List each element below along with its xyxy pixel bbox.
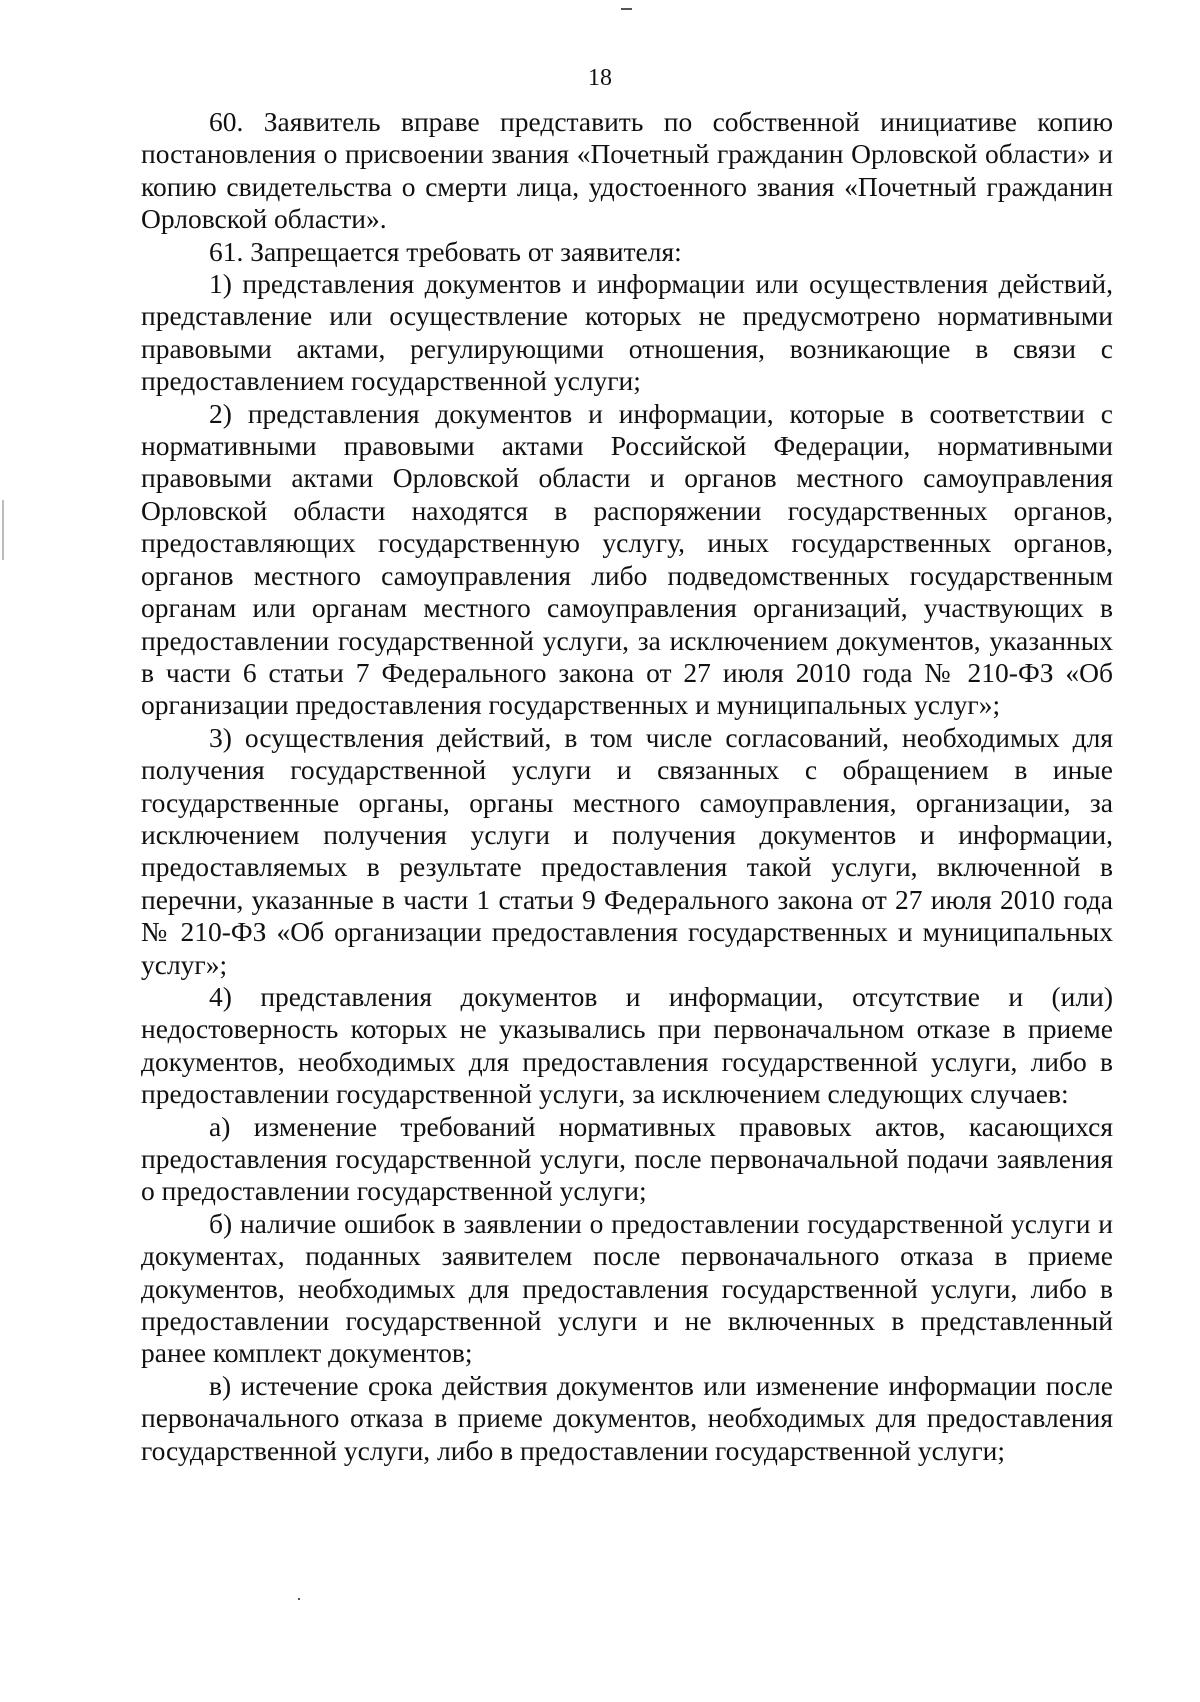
list-item-4: 4) представления документов и информации, отсутствие и (или) недостоверность которых не указывались при первоначальном отказе в приеме документов, необходимых для предоставления государственной услуги, либо в предоставлении государственной услуги, за исключением следующих случаев: <box>141 980 1113 1110</box>
sub-item-a: а) изменение требований нормативных правовых актов, касающихся предоставления государственной услуги, после первоначальной подачи заявления о предоставлении государственной услуги; <box>141 1110 1113 1207</box>
scan-artifact <box>621 8 632 10</box>
scan-artifact <box>2 500 4 560</box>
list-item-2: 2) представления документов и информации, которые в соответствии с нормативными правовыми актами Российской Федерации, нормативными правовыми актами Орловской области и органов местного самоуправления Орловской области находятся в распоряжении государственных органов, предоставляющих государственную услугу, иных государственных органов, органов местного самоуправления либо подведомственных государственным органам или органам местного самоуправления организаций, участвующих в предоставлении государственной услуги, за исключением документов, указанных в части 6 статьи 7 Федерального закона от 27 июля 2010 года № 210-ФЗ «Об организации предоставления государственных и муниципальных услуг»; <box>141 397 1113 721</box>
scan-artifact <box>298 1598 300 1600</box>
paragraph-60: 60. Заявитель вправе представить по собственной инициативе копию постановления о присвоении звания «Почетный гражданин Орловской области» и копию свидетельства о смерти лица, удостоенного звания «Почетный гражданин Орловской области». <box>141 106 1113 235</box>
paragraph-61: 61. Запрещается требовать от заявителя: <box>209 235 682 267</box>
list-item-3: 3) осуществления действий, в том числе согласований, необходимых для получения государственной услуги и связанных с обращением в иные государственные органы, органы местного самоуправления, организации, за исключением получения услуги и получения документов и информации, предоставляемых в результате предоставления такой услуги, включенной в перечни, указанные в части 1 статьи 9 Федерального закона от 27 июля 2010 года № 210-ФЗ «Об организации предоставления государственных и муниципальных услуг»; <box>141 721 1113 980</box>
list-item-1: 1) представления документов и информации или осуществления действий, представление или осуществление которых не предусмотрено нормативными правовыми актами, регулирующими отношения, возникающие в связи с предоставлением государственной услуги; <box>141 268 1113 397</box>
sub-item-v: в) истечение срока действия документов или изменение информации после первоначального отказа в приеме документов, необходимых для предоставления государственной услуги, либо в предоставлении государственной услуги; <box>141 1369 1113 1466</box>
page-number: 18 <box>588 65 612 91</box>
sub-item-b: б) наличие ошибок в заявлении о предоставлении государственной услуги и документах, поданных заявителем после первоначального отказа в приеме документов, необходимых для предоставления государственной услуги, либо в предоставлении государственной услуги и не включенных в представленный ранее комплект документов; <box>141 1207 1113 1369</box>
document-body <box>141 106 1113 1467</box>
